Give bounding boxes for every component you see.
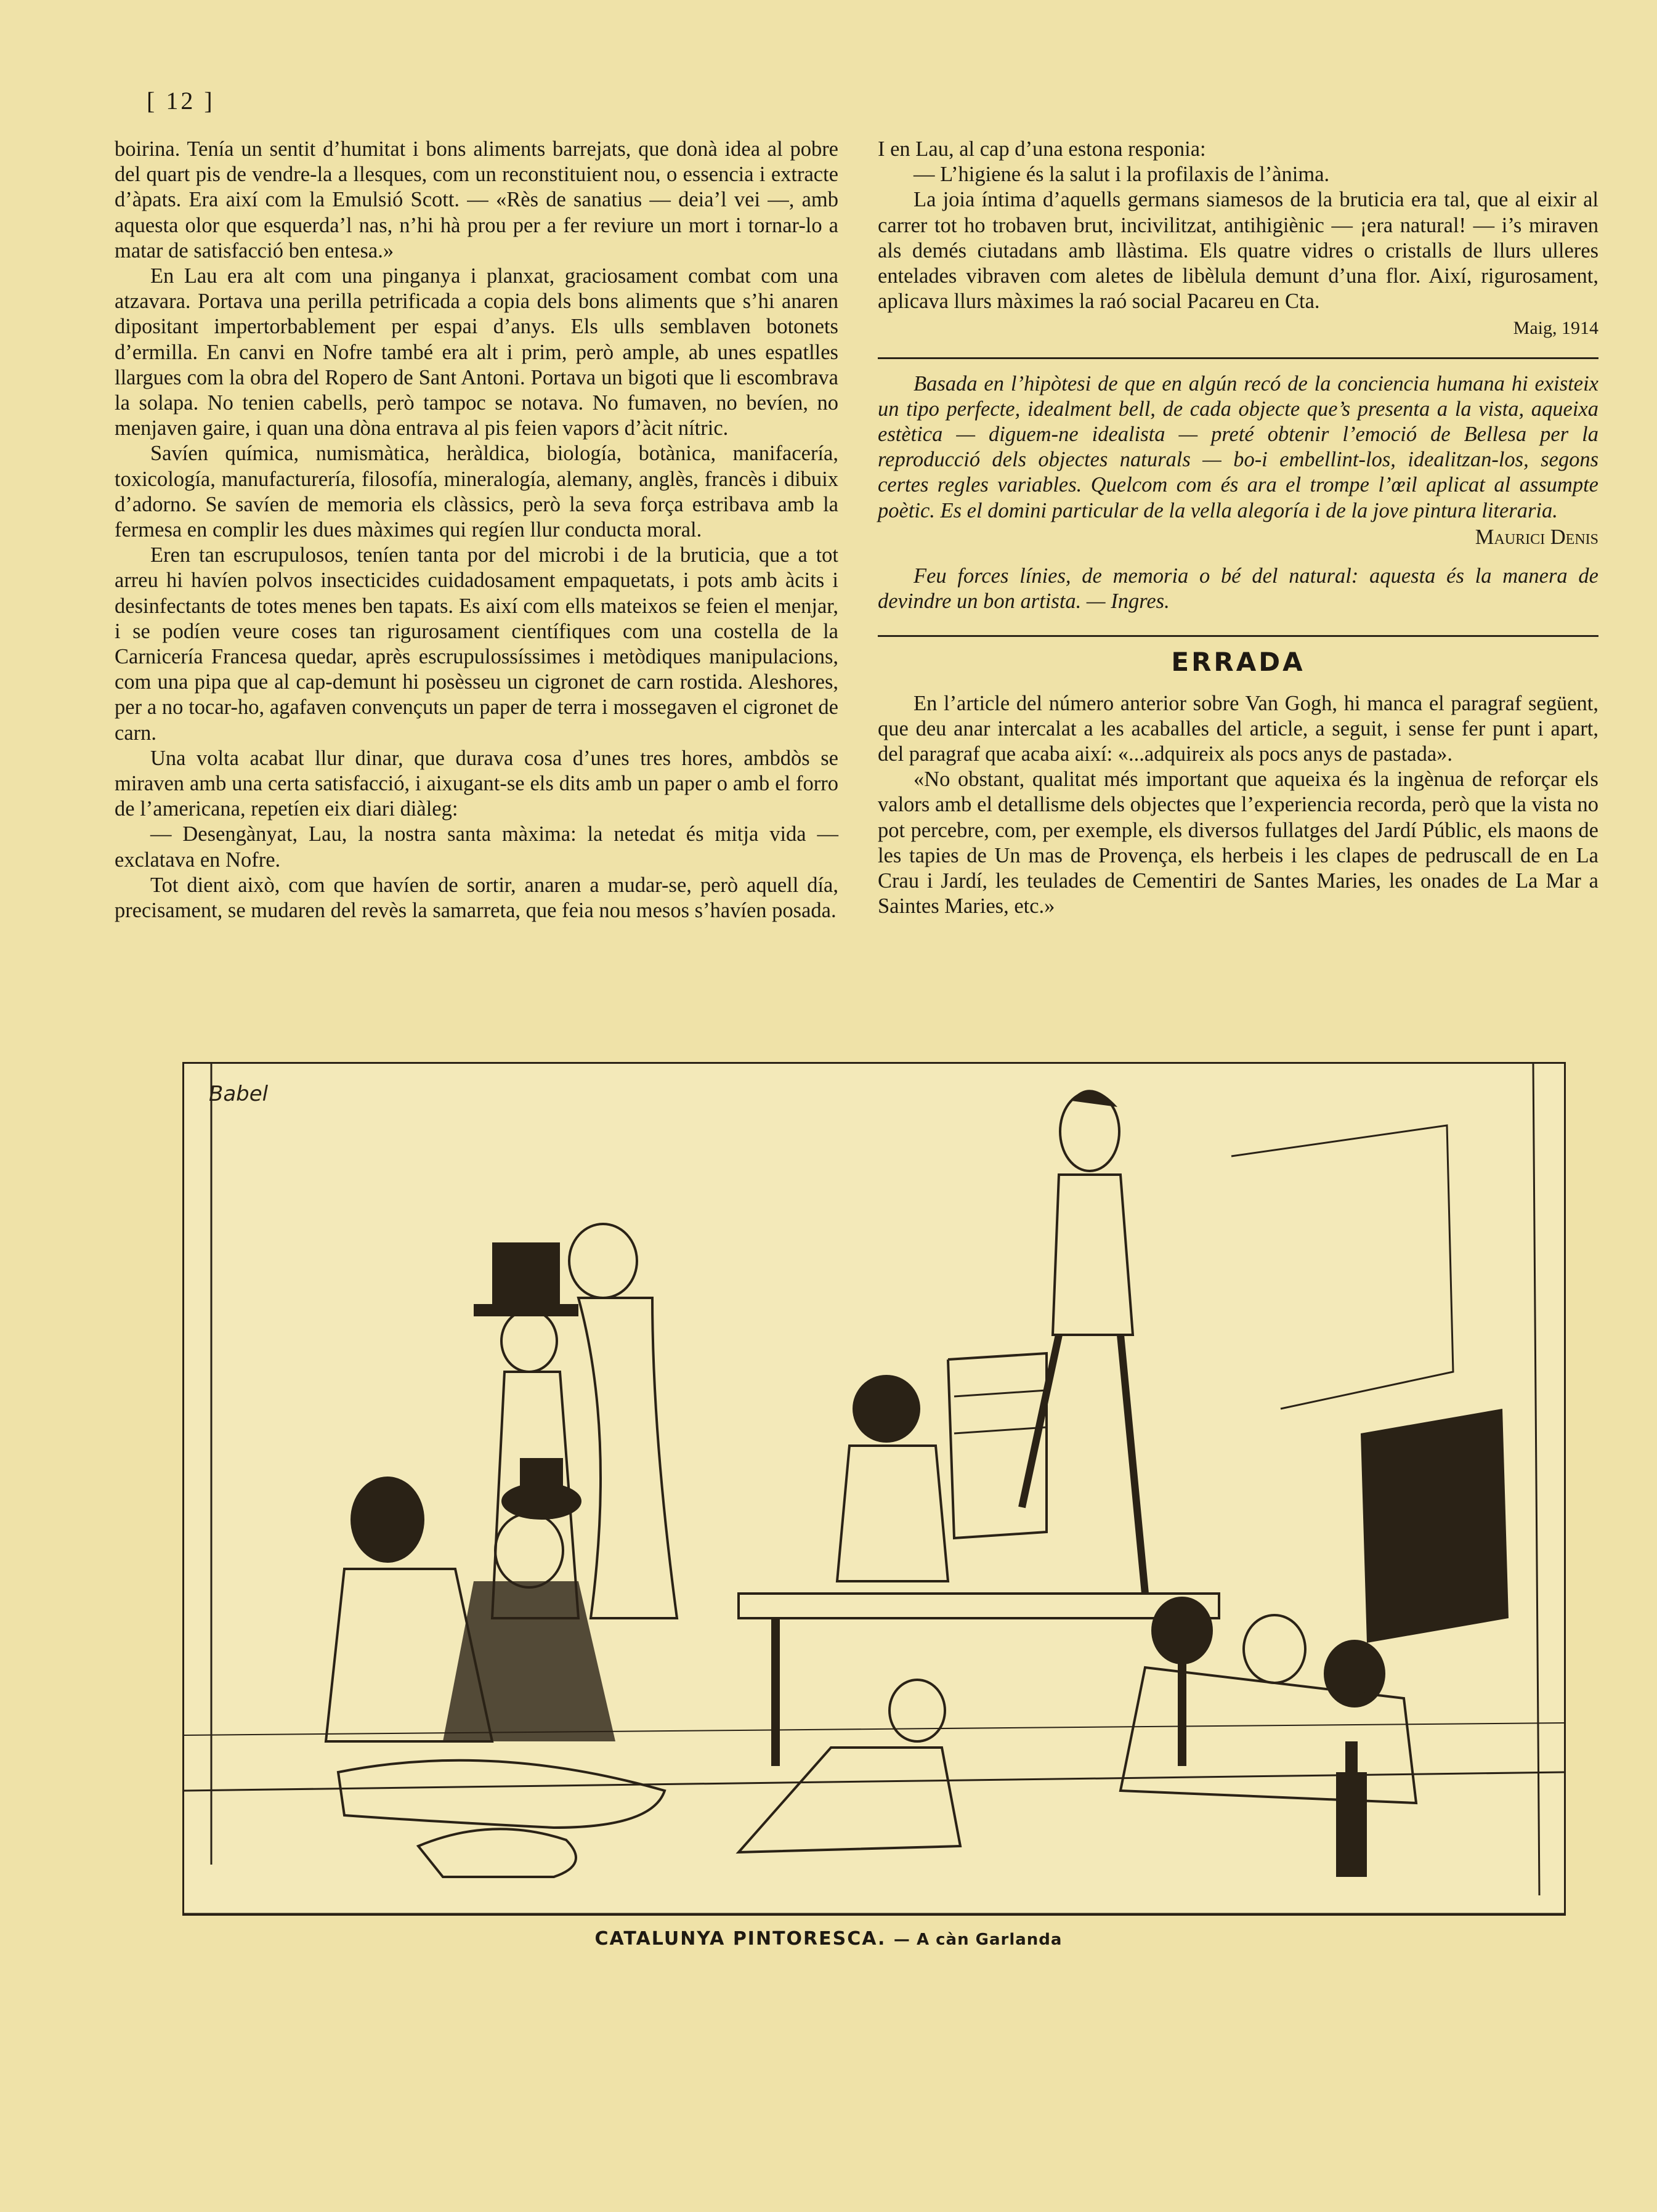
divider xyxy=(878,357,1598,359)
paragraph: «No obstant, qualitat més important que aqueixa és la ingènua de reforçar els valors amb el detallisme dels objectes que l’experiencia recorda, però que la vista no pot percebre, com, per exemple, els diversos fullatges del Jardí Públic, els maons de les tapies de Un mas de Provença, els herbeis i les clapes de pedruscall de en La Crau i Jardí, les teulades de Cementiri de Santes Maries, les onades de La Mar a Saintes Maries, etc.» xyxy=(878,768,1598,918)
quote-ingres: Feu forces línies, de memoria o bé del natural: aquesta és la manera de devindre un bon artista. — Ingres. xyxy=(878,564,1598,614)
paragraph: boirina. Tenía un sentit d’humitat i bons aliments barrejats, que donà idea al pobre del quart pis de vendre-la a llesques, com un reconstituient nou, o essencia i extracte d’àpats. Era així com la Emulsió Scott. — «Rès de sanatius — deia’l vei —, amb aquesta olor que esquerda’l nas, n’hi hà prou per a fer reviure un mort i tornar-lo a matar de satisfacció ben entesa.» xyxy=(115,137,838,262)
paragraph: I en Lau, al cap d’una estona responia: xyxy=(878,137,1206,161)
right-column xyxy=(878,137,1598,919)
left-column xyxy=(115,137,838,923)
caption-title: CATALUNYA PINTORESCA. xyxy=(594,1928,886,1950)
caption-subtitle: — A càn Garlanda xyxy=(893,1930,1063,1949)
paragraph: En l’article del número anterior sobre Van Gogh, hi manca el paragraf següent, que deu anar intercalat a les acaballes del article, a seguit, i sense fer punt i apart, del paragraf que acaba així: «...adquireix als pocs anys de pastada». xyxy=(878,691,1598,766)
paragraph: Tot dient això, com que havíen de sortir, anaren a mudar-se, però aquell día, precisament, se mudaren del revès la samarreta, que feia nou mesos s’havíen posada. xyxy=(115,873,838,923)
quote-author: Maurici Denis xyxy=(1475,525,1598,549)
paragraph: En Lau era alt com una pinganya i planxat, graciosament combat com una atzavara. Portava una perilla petrificada a copia dels bons aliments que s’hi anaren dipositant impertorbablement per espai d’anys. Els ulls semblaven botonets d’ermilla. En canvi en Nofre també era alt i prim, però ample, ab unes espatlles llargues com la obra del Ropero de Sant Antoni. Portava un bigoti que li escombrava la solapa. No tenien cabells, però tampoc se notava. No fumaven, no bevíen, no menjaven gaire, i quan una dòna entrava al pis feien vapors d’àcit nítric. xyxy=(115,264,838,440)
illustration xyxy=(182,1062,1566,1916)
paragraph: Eren tan escrupulosos, teníen tanta por del microbi i de la bruticia, que a tot arreu hi havíen polvos insecticides cuidadosament empaquetats, i pots amb àcits i desinfectants de totes menes ben tapats. Es així com ells mateixos se feien el menjar, i se podíen veure coses tan rigurosament científiques com una costella de la Carnicería Francesa quedar, après escrupulossíssimes i metòdiques manipulacions, com una pipa que al cap-demunt hi posèsseu un cigronet de carn rostida. Aleshores, per a no tocar-ho, agafaven convençuts un paper de terra i mossegaven el cigronet de carn. xyxy=(115,543,838,745)
divider xyxy=(878,635,1598,637)
paragraph: Savíen química, numismàtica, heràldica, biología, botànica, manifacería, toxicología, manufacturería, filosofía, mineralogía, alemany, anglès, francès i dibuix d’adorno. Se savíen de memoria els clàssics, però la seva força estribava amb la fermesa en complir les dues màximes qui regíen llur conducta moral. xyxy=(115,442,838,542)
paragraph: — L’higiene és la salut i la profilaxis de l’ànima. xyxy=(914,163,1330,187)
paragraph: Una volta acabat llur dinar, que durava cosa d’unes tres hores, ambdòs se miraven amb una certa satisfacció, i aixugant-se els dits amb un paper o amb el forro de l’americana, repetíen eix diari diàleg: xyxy=(115,746,838,821)
artist-signature: Babel xyxy=(209,1082,269,1106)
paragraph: — Desengànyat, Lau, la nostra santa màxima: la netedat és mitja vida — exclatava en Nofre. xyxy=(115,822,838,872)
quote-denis: Basada en l’hipòtesi de que en algún recó de la conciencia humana hi existeix un tipo perfecte, idealment bell, de cada objecte que’s presenta a la vista, aqueixa estètica — diguem-ne idealista — preté obtenir l’emoció de Bellesa per la reproducció dels objectes naturals — bo-i embellint-los, idealitzan-los, segons certes regles variables. Quelcom com és ara el trompe l’œil aplicat al assumpte poètic. Es el domini particular de la vella alegoría i de la jove pintura literaria. xyxy=(878,371,1598,522)
illustration-caption xyxy=(0,1928,1657,1950)
errata-title: ERRADA xyxy=(1171,647,1305,678)
paragraph: La joia íntima d’aquells germans siamesos de la bruticia era tal, que al eixir al carrer tot ho trobaven brut, incivilitzat, antihigiènic — ¡era natural! — i’s miraven als demés ciutadans amb llàstima. Els quatre vidres o cristalls de llurs ulleres entelades vibraven com aletes de libèlula demunt d’una flor. Així, rigurosament, aplicava llurs màximes la raó social Pacareu en Cta. xyxy=(878,188,1598,314)
date: Maig, 1914 xyxy=(1513,318,1598,339)
illustration-drawing xyxy=(184,1064,1564,1914)
page-number: [ 12 ] xyxy=(147,87,215,115)
